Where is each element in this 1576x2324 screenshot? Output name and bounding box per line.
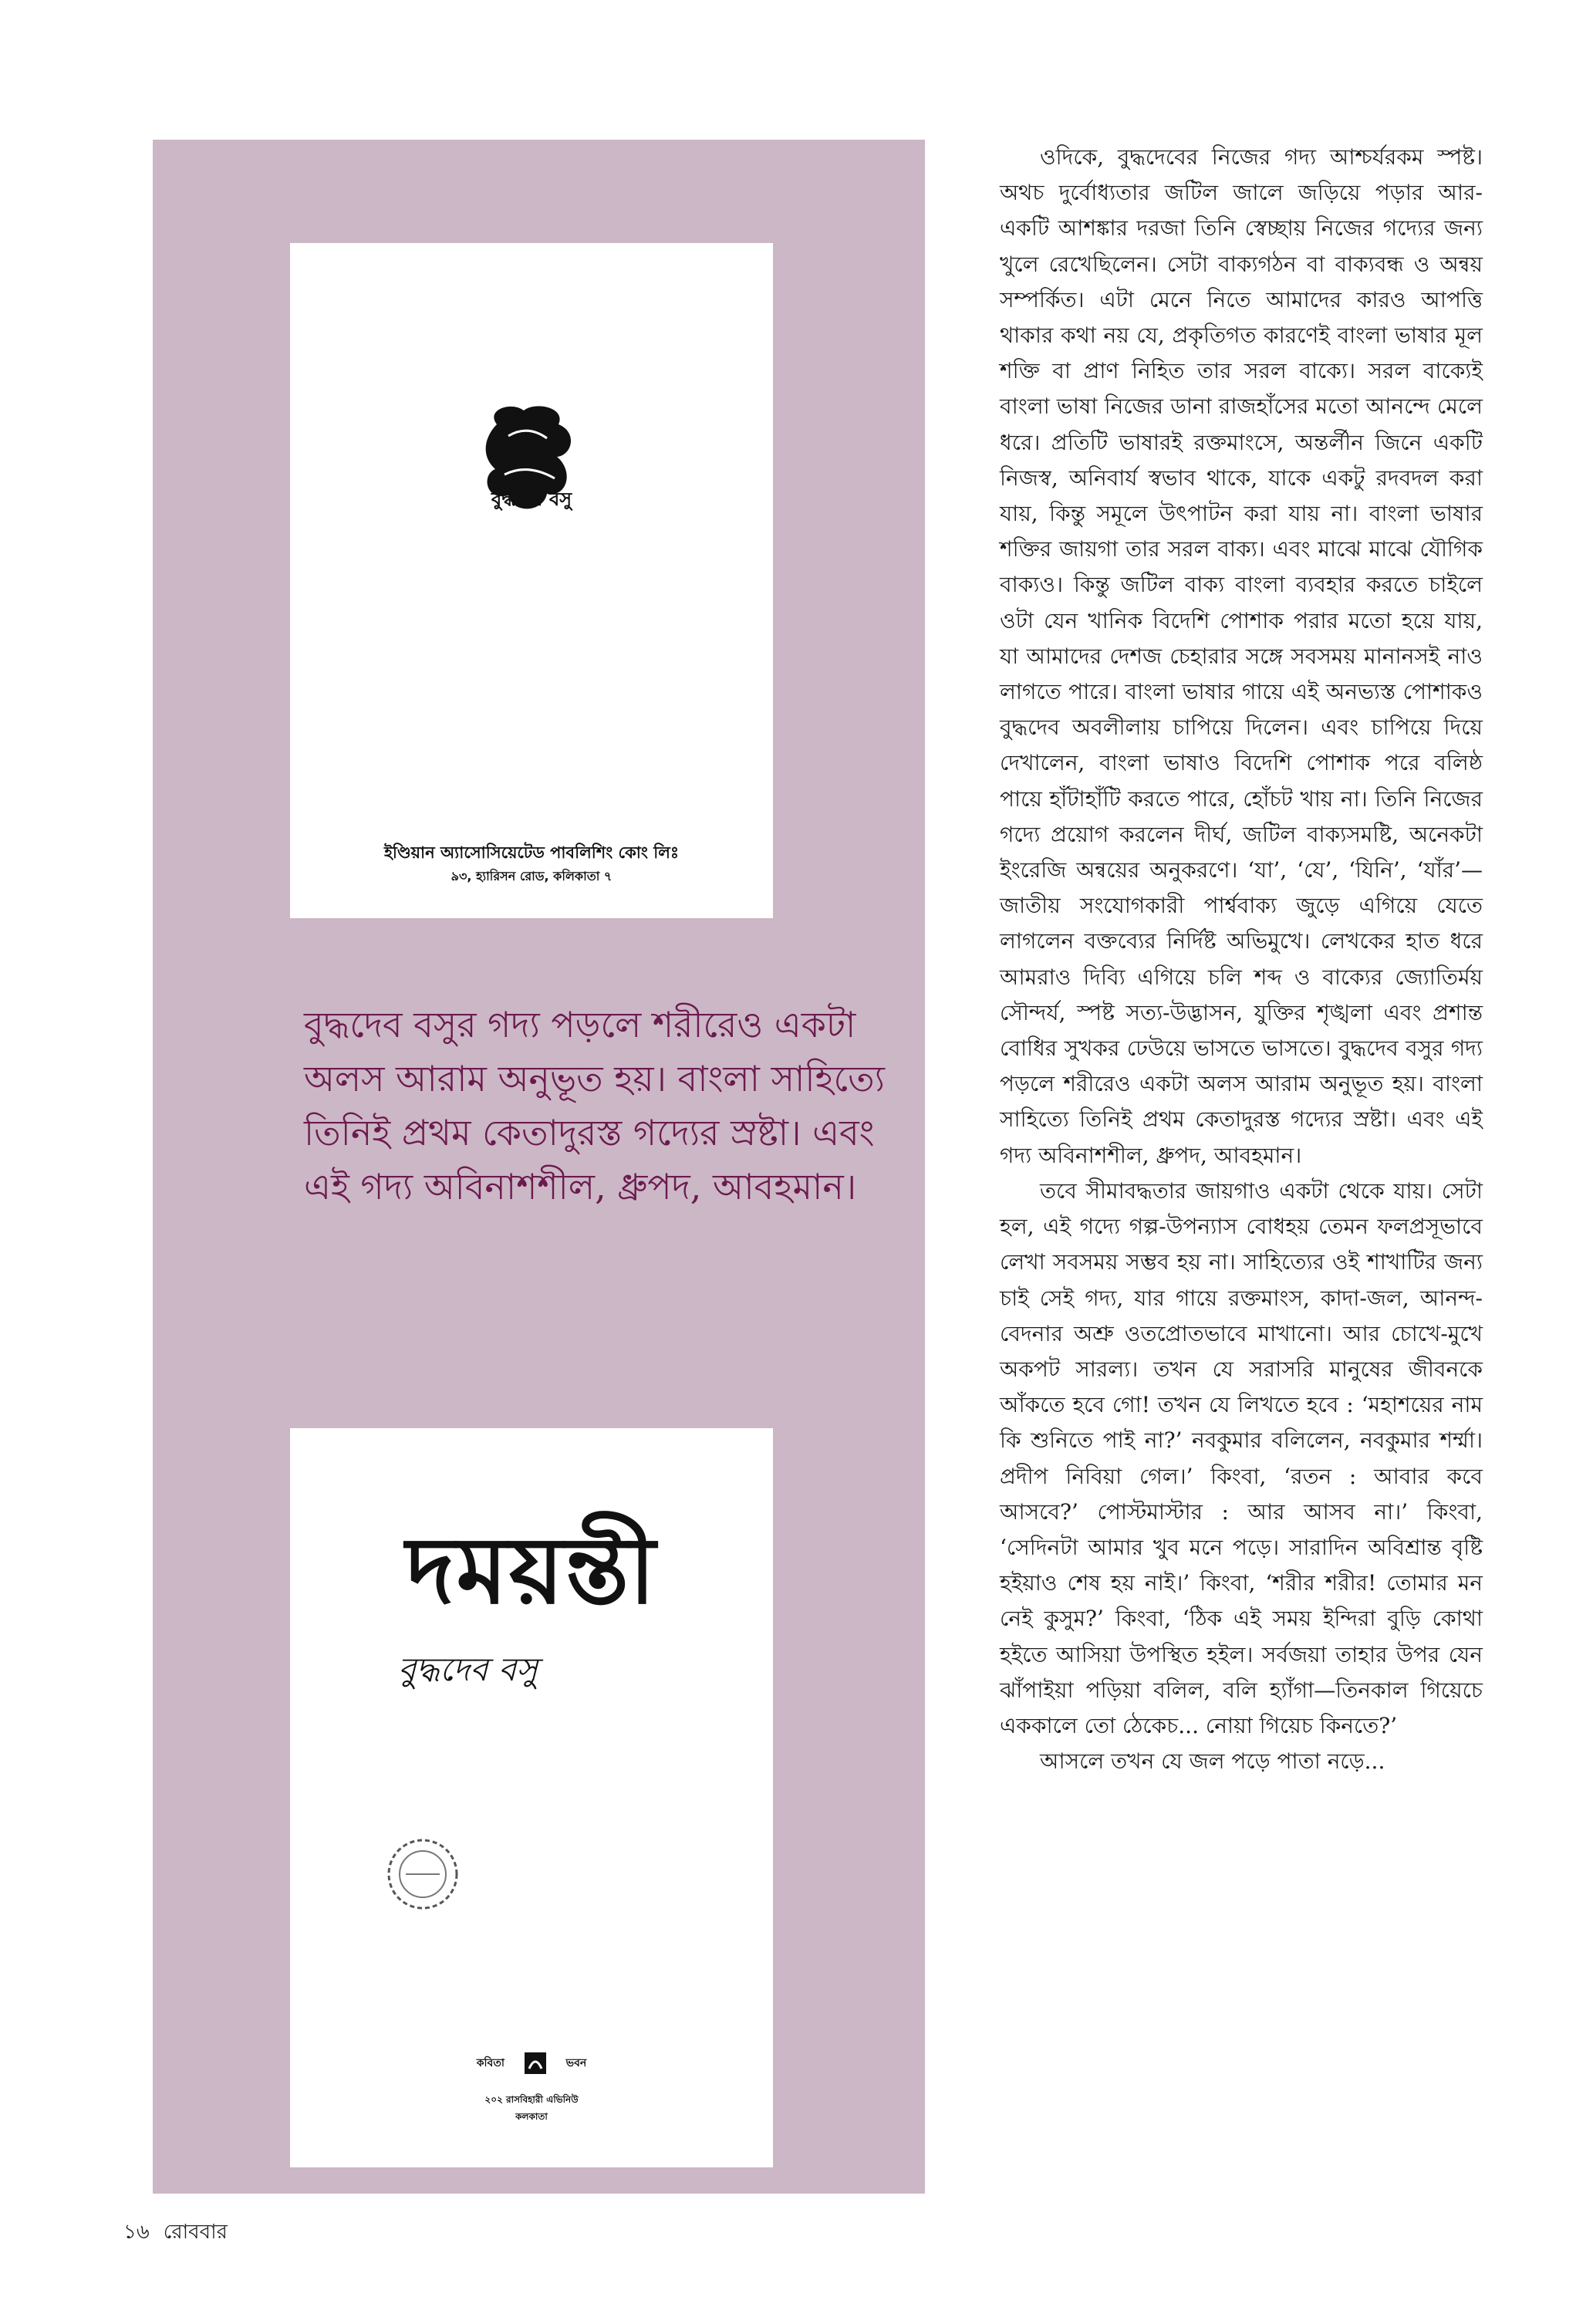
library-stamp-icon (386, 1837, 460, 1911)
book-cover-damayanti (290, 1428, 773, 2167)
article-paragraph: আসলে তখন যে জল পড়ে পাতা নড়ে... (1040, 1748, 1385, 1775)
publisher-imprint (290, 2050, 773, 2076)
imprint-left: কবিতা (476, 2057, 505, 2069)
cover2-address-line1: ২০২ রাসবিহারী এভিনিউ (484, 2094, 579, 2105)
article-body (1000, 140, 1483, 1779)
pull-quote: বুদ্ধদেব বসুর গদ্য পড়লে শরীরেও একটা অলস আরাম অনুভূত হয়। বাংলা সাহিত্যে তিনিই প্রথম কেতাদুরস্ত গদ্যের স্রষ্টা। এবং এই গদ্য অবিনাশশীল, ধ্রুপদ, আবহমান। (304, 1004, 886, 1208)
cover-author: বুদ্ধদেব বসু (491, 488, 572, 510)
cover-address: ৯৩, হ্যারিসন রোড, কলিকাতা ৭ (451, 869, 613, 883)
image-panel (153, 140, 925, 2194)
book-cover-lal-megh (290, 243, 773, 918)
page-footer (123, 2216, 228, 2250)
cover-publisher: ইণ্ডিয়ান অ্যাসোসিয়েটেড পাবলিশিং কোং লিঃ (383, 843, 680, 862)
imprint-right: ভবন (565, 2057, 587, 2069)
cover-title: দময়ন্তী (406, 1518, 657, 1625)
article-paragraph: তবে সীমাবদ্ধতার জায়গাও একটা থেকে যায়। সেটা হল, এই গদ্যে গল্প-উপন্যাস বোধহয় তেমন ফলপ্রসূভাবে লেখা সবসময় সম্ভব হয় না। সাহিত্যের ওই শাখাটির জন্য চাই সেই গদ্য, যার গায়ে রক্তমাংস, কাদা-জল, আনন্দ-বেদনার অশ্রু ওতপ্রোতভাবে মাখানো। আর চোখে-মুখে অকপট সারল্য। তখন যে সরাসরি মানুষের জীবনকে আঁকতে হবে গো! তখন যে লিখতে হবে : ‘মহাশয়ের নাম কি শুনিতে পাই না?’ নবকুমার বলিলেন, নবকুমার শর্ম্মা। প্রদীপ নিবিয়া গেল।’ কিংবা, ‘রতন : আবার কবে আসবে?’ পোস্টমাস্টার : আর আসব না।’ কিংবা, ‘সেদিনটা আমার খুব মনে পড়ে। সারাদিন অবিশ্রান্ত বৃষ্টি হইয়াও শেষ হয় নাই।’ কিংবা, ‘শরীর শরীর! তোমার মন নেই কুসুম?’ কিংবা, ‘ঠিক এই সময় ইন্দিরা বুড়ি কোথা হইতে আসিয়া উপস্থিত হইল। সর্বজয়া তাহার উপর যেন ঝাঁপাইয়া পড়িয়া বলিল, বলি হ্যাঁগা—তিনকাল গিয়েচে এককালে তো ঠেকেচ... নোয়া গিয়েচ কিনতে?’ (1000, 1177, 1483, 1738)
page-number: ১৬ (123, 2221, 150, 2244)
cover2-address-line2: কলকাতা (515, 2111, 548, 2122)
author-signature: বুদ্ধদেব বসু (398, 1650, 538, 1688)
magazine-name: রোববার (163, 2221, 228, 2244)
article-paragraph: ওদিকে, বুদ্ধদেবের নিজের গদ্য আশ্চর্যরকম স্পষ্ট। অথচ দুর্বোধ্যতার জটিল জালে জড়িয়ে পড়ার আর-একটি আশঙ্কার দরজা তিনি স্বেচ্ছায় নিজের গদ্যের জন্য খুলে রেখেছিলেন। সেটা বাক্যগঠন বা বাক্যবন্ধ ও অন্বয় সম্পর্কিত। এটা মেনে নিতে আমাদের কারও আপত্তি থাকার কথা নয় যে, প্রকৃতিগত কারণেই বাংলা ভাষার মূল শক্তি বা প্রাণ নিহিত তার সরল বাক্যে। সরল বাক্যেই বাংলা ভাষা নিজের ডানা রাজহাঁসের মতো আনন্দে মেলে ধরে। প্রতিটি ভাষারই রক্তমাংসে, অন্তর্লীন জিনে একটি নিজস্ব, অনিবার্য স্বভাব থাকে, যাকে একটু রদবদল করা যায়, কিন্তু সমূলে উৎপাটন করা যায় না। বাংলা ভাষার শক্তির জায়গা তার সরল বাক্য। এবং মাঝে মাঝে যৌগিক বাক্যও। কিন্তু জটিল বাক্য বাংলা ব্যবহার করতে চাইলে ওটা যেন খানিক বিদেশি পোশাক পরার মতো হয়ে যায়, যা আমাদের দেশজ চেহারার সঙ্গে সবসময় মানানসই নাও লাগতে পারে। বাংলা ভাষার গায়ে এই অনভ্যস্ত পোশাকও বুদ্ধদেব অবলীলায় চাপিয়ে দিলেন। এবং চাপিয়ে দিয়ে দেখালেন, বাংলা ভাষাও বিদেশি পোশাক পরে বলিষ্ঠ পায়ে হাঁটাহাঁটি করতে পারে, হোঁচট খায় না। তিনি নিজের গদ্যে প্রয়োগ করলেন দীর্ঘ, জটিল বাক্যসমষ্টি, অনেকটা ইংরেজি অন্বয়ের অনুকরণে। ‘যা’, ‘যে’, ‘যিনি’, ‘যাঁর’—জাতীয় সংযোগকারী পার্শ্ববাক্য জুড়ে এগিয়ে যেতে লাগলেন বক্তব্যের নির্দিষ্ট অভিমুখে। লেখকের হাত ধরে আমরাও দিব্যি এগিয়ে চলি শব্দ ও বাক্যের জ্যোতির্ময় সৌন্দর্য, স্পষ্ট সত্য-উদ্ভাসন, যুক্তির শৃঙ্খলা এবং প্রশান্ত বোধির সুখকর ঢেউয়ে ভাসতে ভাসতে। বুদ্ধদেব বসুর গদ্য পড়লে শরীরেও একটা অলস আরাম অনুভূত হয়। বাংলা সাহিত্যে তিনিই প্রথম কেতাদুরস্ত গদ্যের স্রষ্টা। এবং এই গদ্য অবিনাশশীল, ধ্রুপদ, আবহমান। (1000, 144, 1483, 1168)
kabita-bhavan-logo-icon (522, 2050, 548, 2076)
